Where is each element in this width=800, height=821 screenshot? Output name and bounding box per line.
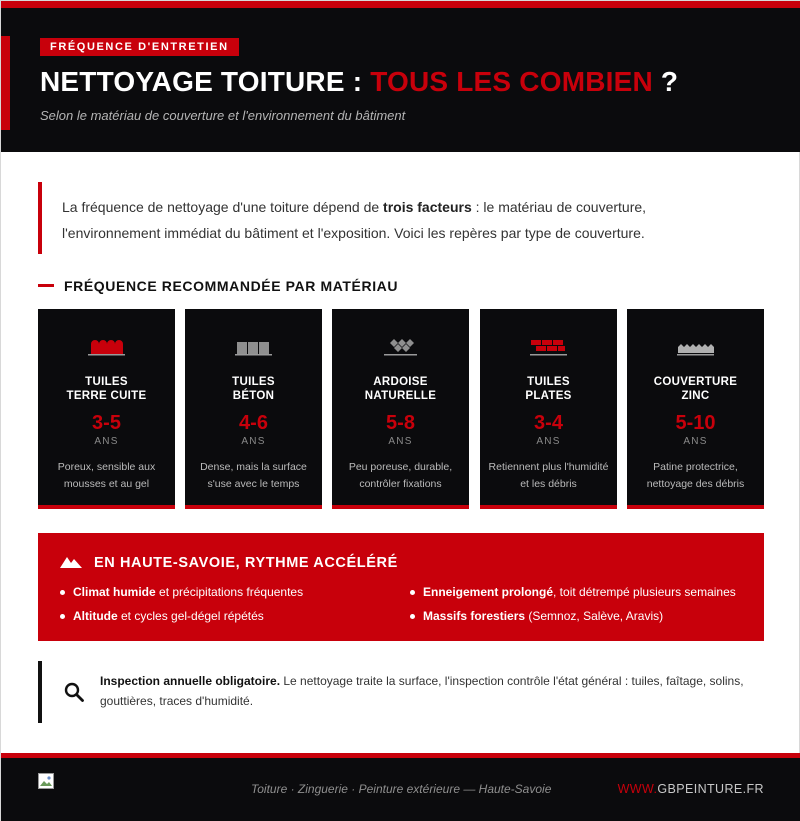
header-accent-stripe xyxy=(1,36,10,130)
concrete-tiles-icon xyxy=(185,335,322,357)
list-item xyxy=(410,580,736,604)
list-item-text: , toit détrempé plusieurs semaines xyxy=(553,585,736,599)
list-item-text: et précipitations fréquentes xyxy=(155,585,304,599)
list-item xyxy=(60,580,303,604)
card-ardoise xyxy=(332,309,469,509)
flat-tiles-icon xyxy=(480,335,617,357)
inspection-text xyxy=(100,671,750,711)
top-accent-bar xyxy=(1,1,800,8)
card-title: COUVERTURE ZINC xyxy=(653,376,738,402)
section-dash xyxy=(38,284,54,287)
page-title xyxy=(40,66,678,98)
card-years: 3-4 xyxy=(534,412,563,434)
card-description: Poreux, sensible aux mousses et au gel xyxy=(57,461,156,490)
card-beton xyxy=(185,309,322,509)
card-unit: ANS xyxy=(388,436,413,447)
title-accent: TOUS LES COMBIEN xyxy=(370,66,653,97)
title-main: NETTOYAGE TOITURE : xyxy=(40,66,371,97)
material-cards xyxy=(38,309,764,509)
list-item-bold: Climat humide xyxy=(73,585,156,599)
list-item-bold: Enneigement prolongé xyxy=(423,585,554,599)
list-item-text: et cycles gel-dégel répétés xyxy=(117,609,264,623)
region-title xyxy=(60,555,398,571)
card-zinc xyxy=(627,309,764,509)
card-years: 3-5 xyxy=(92,412,121,434)
category-badge: FRÉQUENCE D'ENTRETIEN xyxy=(40,38,239,56)
card-unit: ANS xyxy=(683,436,708,447)
card-plates xyxy=(480,309,617,509)
site-domain: GBPEINTURE.FR xyxy=(657,782,764,796)
page-subtitle: Selon le matériau de couverture et l'environnement du bâtiment xyxy=(40,108,406,123)
region-title-label: EN HAUTE-SAVOIE, RYTHME ACCÉLÉRÉ xyxy=(94,555,398,571)
intro-callout xyxy=(38,182,738,254)
region-list-right xyxy=(410,580,736,628)
magnifier-icon xyxy=(64,682,84,702)
card-years: 5-8 xyxy=(386,412,415,434)
list-item-text: (Semnoz, Salève, Aravis) xyxy=(525,609,664,623)
intro-text-end: : le matériau de couverture, l'environnement immédiat du bâtiment et l'exposition. Voici les repères par type de couverture. xyxy=(62,199,647,241)
haute-savoie-callout xyxy=(38,533,764,641)
card-title: TUILES BÉTON xyxy=(232,376,275,402)
list-item xyxy=(410,604,736,628)
list-item-bold: Massifs forestiers xyxy=(423,609,526,623)
intro-text-bold: trois facteurs xyxy=(383,199,472,215)
inspection-bold: Inspection annuelle obligatoire. xyxy=(100,674,281,688)
clay-tiles-icon xyxy=(38,335,175,357)
zinc-roof-icon xyxy=(627,335,764,357)
card-title: ARDOISE NATURELLE xyxy=(364,376,437,402)
footer-tagline: Toiture · Zinguerie · Peinture extérieure — Haute-Savoie xyxy=(251,782,552,796)
intro-text-start: La fréquence de nettoyage d'une toiture dépend de xyxy=(62,199,384,215)
list-item-bold: Altitude xyxy=(73,609,118,623)
site-prefix: WWW. xyxy=(617,782,658,796)
region-list-left xyxy=(60,580,303,628)
slate-icon xyxy=(332,335,469,357)
card-description: Dense, mais la surface s'use avec le temps xyxy=(200,461,307,490)
footer-website[interactable] xyxy=(618,782,764,796)
card-title: TUILES PLATES xyxy=(525,376,572,402)
list-item xyxy=(60,604,303,628)
card-description: Peu poreuse, durable, contrôler fixations xyxy=(348,461,453,490)
title-end: ? xyxy=(652,66,679,97)
card-years: 4-6 xyxy=(239,412,268,434)
card-unit: ANS xyxy=(241,436,266,447)
page-header xyxy=(1,8,800,152)
materials-section-title xyxy=(38,278,398,296)
card-years: 5-10 xyxy=(675,412,716,434)
mountain-icon xyxy=(60,554,82,568)
card-terre-cuite xyxy=(38,309,175,509)
broken-image-icon xyxy=(38,773,54,789)
card-title: TUILES TERRE CUITE xyxy=(66,376,147,402)
inspection-rest: Le nettoyage traite la surface, l'inspection contrôle l'état général : tuiles, faîtage, solins, gouttières, traces d'humidité. xyxy=(100,674,744,708)
materials-section-label: FRÉQUENCE RECOMMANDÉE PAR MATÉRIAU xyxy=(64,278,399,294)
card-description: Patine protectrice, nettoyage des débris xyxy=(646,461,745,490)
page-footer xyxy=(1,758,800,821)
card-unit: ANS xyxy=(536,436,561,447)
card-description: Retiennent plus l'humidité et les débris xyxy=(488,461,609,490)
card-unit: ANS xyxy=(94,436,119,447)
inspection-note xyxy=(38,661,764,723)
